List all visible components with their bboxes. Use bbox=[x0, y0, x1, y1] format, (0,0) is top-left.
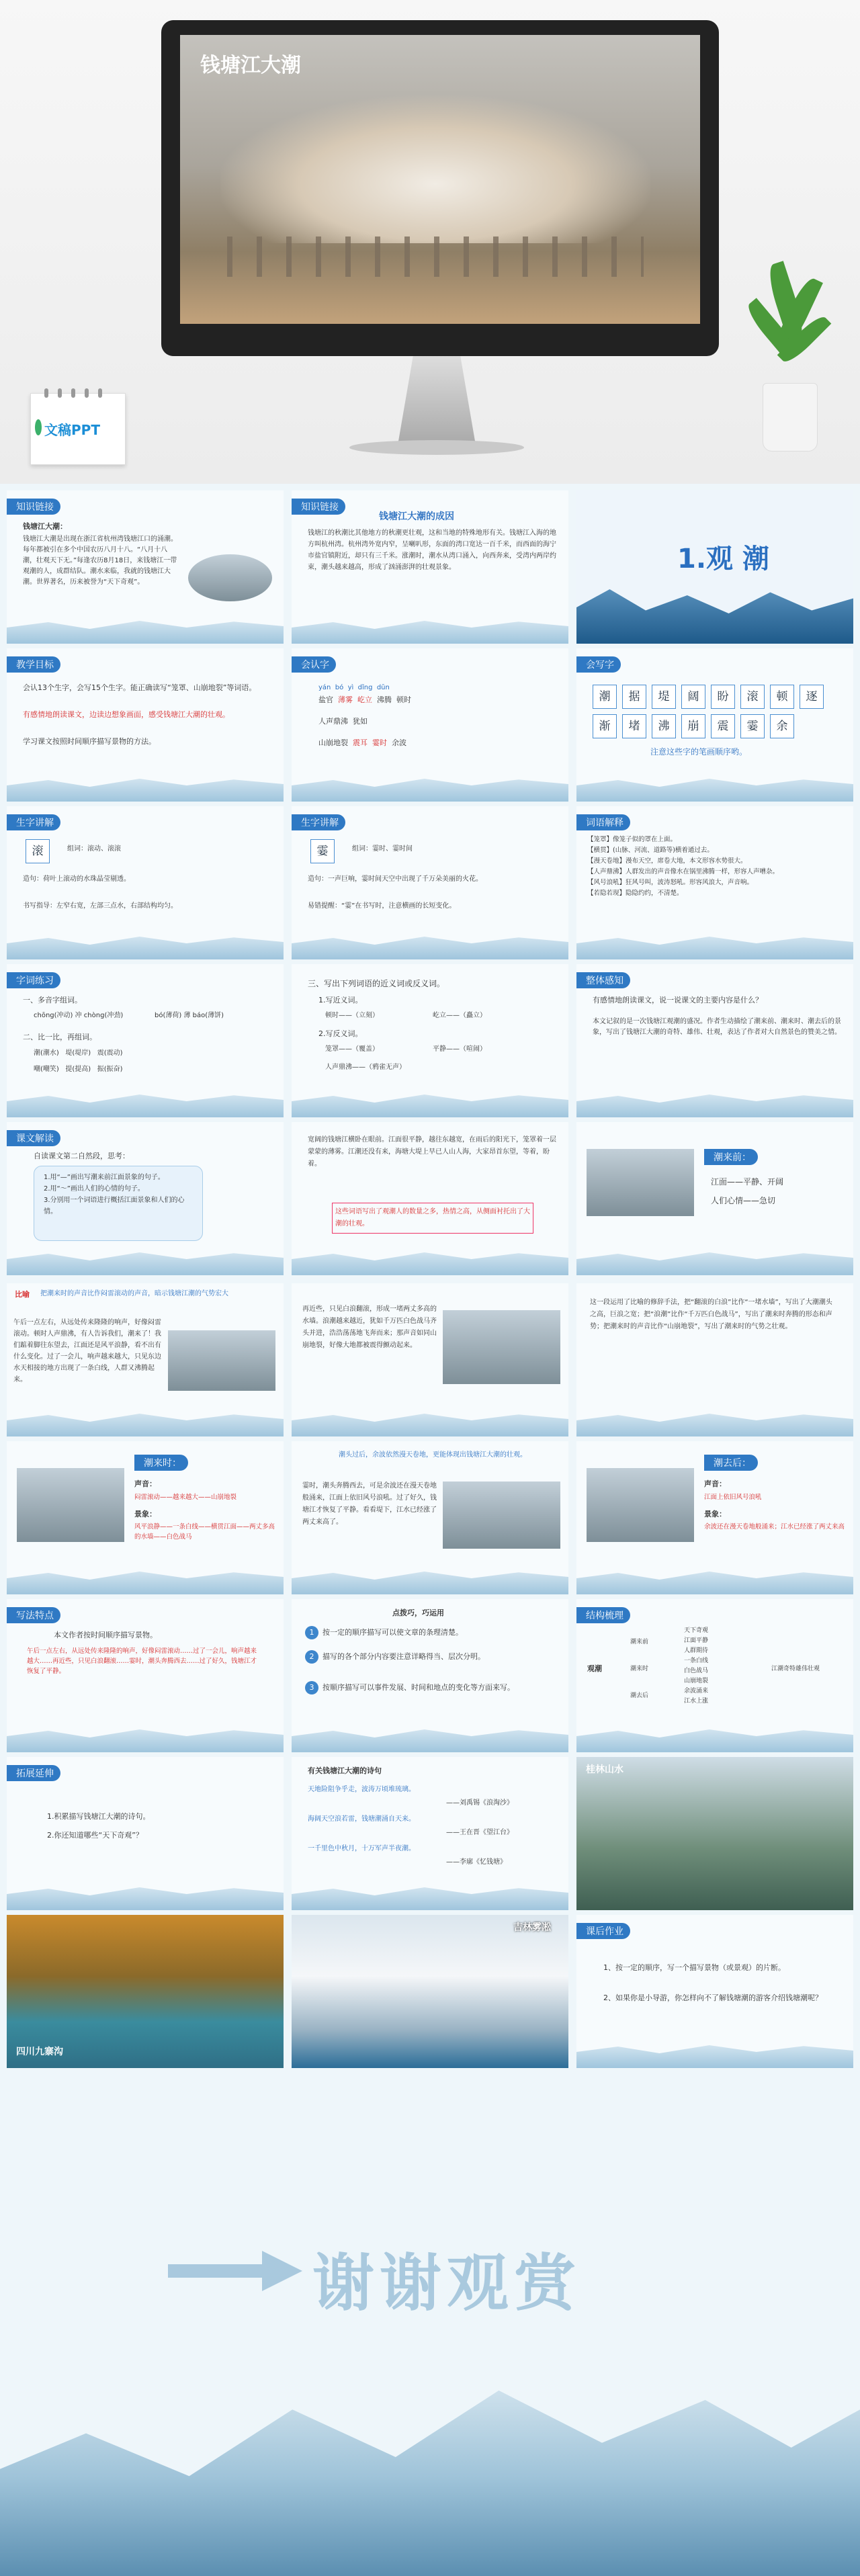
stage-label: 潮来时： bbox=[134, 1455, 188, 1471]
slide-goals bbox=[7, 648, 284, 802]
passage-text: 宽阔的钱塘江横卧在眼前。江面很平静，越往东越宽，在雨后的阳光下，笼罩着一层蒙蒙的薄雾。江潮还没有来，海塘大堤上早已人山人海，大家昂首东望，等着，盼着。 bbox=[308, 1136, 556, 1168]
structure-root: 观潮 bbox=[587, 1664, 602, 1673]
slide-analysis bbox=[576, 1283, 853, 1436]
slide-heading: 钱塘江大潮： bbox=[23, 522, 67, 531]
stage-label: 潮去后： bbox=[704, 1455, 758, 1471]
extension-1: 1.积累描写钱塘江大潮的诗句。 bbox=[47, 1812, 150, 1821]
slide-passage-1 bbox=[292, 1122, 568, 1275]
desk-calendar bbox=[30, 393, 126, 465]
slide-overall bbox=[576, 964, 853, 1117]
antonym-1: 笼罩——（覆盖） bbox=[325, 1045, 379, 1053]
slide-extension bbox=[7, 1757, 284, 1910]
before-line-2: 人们心情——急切 bbox=[711, 1196, 776, 1205]
slide-tag: 知识链接 bbox=[292, 499, 345, 515]
tidal-wave-photo bbox=[220, 95, 650, 243]
before-line-1: 江面——平静、开阔 bbox=[711, 1177, 784, 1187]
passage-text: 霎时，潮头奔腾西去，可是余波还在漫天卷地般涌来，江面上依旧风号浪吼。过了好久，钱塘江才恢复了平静。看看堤下，江水已经涨了两丈来高了。 bbox=[302, 1482, 437, 1526]
poems-title: 有关钱塘江大潮的诗句 bbox=[308, 1766, 382, 1775]
slide-body: 钱塘江的秋潮比其他地方的秋潮更壮观，这和当地的特殊地形有关。钱塘江入海的地方叫杭州湾。杭州湾外宽内窄，呈喇叭形，东面的湾口宽达一百千米，而西面的海宁市盐官镇附近，却只有三千米。涨潮时，潮水从湾口涌入，向西奔来，受湾内两岸约束，潮头越来越高，形成了汹涌澎湃的壮观景象。 bbox=[308, 529, 556, 571]
sound-value: 江面上依旧风号浪吼 bbox=[704, 1494, 762, 1501]
goal-3: 学习课文按照时间顺序描写景物的方法。 bbox=[23, 737, 156, 746]
scene-value: 余波还在漫天卷地般涌来；江水已经涨了两丈来高 bbox=[704, 1523, 845, 1531]
slide-tag: 词语解释 bbox=[576, 814, 630, 830]
sound-label: 声音： bbox=[134, 1479, 157, 1488]
scenery-label: 吉林雾凇 bbox=[513, 1922, 551, 1933]
lesson-title: 1.观 潮 bbox=[677, 544, 769, 574]
hero-title: 钱塘江大潮 bbox=[200, 54, 301, 77]
slide-after-passage bbox=[292, 1441, 568, 1594]
slide-tag: 会认字 bbox=[292, 656, 336, 673]
homework-2: 2、如果你是小导游，你怎样向不了解钱塘潮的游客介绍钱塘潮呢？ bbox=[603, 1993, 822, 2002]
slide-tag: 知识链接 bbox=[7, 499, 60, 515]
passage-note: 这些词语写出了观潮人的数量之多，热情之高，从侧面衬托出了大潮的壮观。 bbox=[332, 1203, 533, 1234]
leaf-logo-icon bbox=[35, 419, 42, 435]
exercise-h1: 一、多音字组词。 bbox=[23, 996, 82, 1004]
arrow-right-icon bbox=[168, 2247, 302, 2294]
antonym-label: 2.写反义词。 bbox=[318, 1029, 363, 1038]
slide-during-tide bbox=[7, 1441, 284, 1594]
slide-reading bbox=[7, 1122, 284, 1275]
extension-2: 2.你还知道哪些“天下奇观”？ bbox=[47, 1831, 143, 1840]
overall-answer: 本文记叙的是一次钱塘江观潮的盛况。作者生动描绘了潮来前、潮来时、潮去后的景象，写出了钱塘江大潮的奇特、雄伟、壮观，表达了作者对大自然景色的赞美之情。 bbox=[593, 1018, 841, 1036]
char-tip: 易错提醒：“霎”在书写时，注意横画的长短变化。 bbox=[308, 902, 456, 910]
after-intro: 潮头过后，余波依然漫天卷地，更能体现出钱塘江大潮的壮观。 bbox=[339, 1451, 527, 1459]
thanks-title: 谢谢观赏 bbox=[312, 2247, 582, 2319]
synonym-1: 顿时——（立刻） bbox=[325, 1012, 379, 1019]
sound-value: 闷雷滚动——越来越大——山崩地裂 bbox=[134, 1494, 237, 1501]
slide-recognize-chars bbox=[292, 648, 568, 802]
node-after: 潮去后 bbox=[630, 1692, 649, 1699]
vocab-list: 【笼罩】像笼子似的罩在上面。 【横贯】(山脉、河流、道路等)横着通过去。 【漫天卷地】漫布天空，席卷大地，本文形容水势很大。 【人声鼎沸】人群发出的声音像水在锅里沸腾一样，形容人声嘈杂。 【风号浪吼】狂风号叫，波涛怒吼。形容风浪大，声音响。 【若隐若现】隐隐约约，不清楚。 bbox=[587, 836, 779, 897]
calm-river-photo bbox=[587, 1468, 694, 1542]
monitor-screen bbox=[180, 35, 700, 324]
pinyin-row: yán bó yì dǐng dūn bbox=[318, 684, 390, 691]
monitor-base bbox=[349, 440, 524, 455]
slide-tag: 教学目标 bbox=[7, 656, 60, 673]
slide-tag: 课文解读 bbox=[7, 1130, 60, 1146]
slide-tag: 写法特点 bbox=[7, 1607, 60, 1623]
char-box: 霎 bbox=[310, 839, 335, 863]
question-cloud: 1.用“—”画出写潮来前江面景象的句子。 2.用“～”画出人们的心情的句子。 3.分别用一个词语进行概括江面景象和人们的心情。 bbox=[34, 1166, 203, 1241]
compare-row-2: 嘲(嘲笑) 提(提高) 振(振奋) bbox=[34, 1066, 123, 1073]
pier-photo bbox=[227, 237, 644, 277]
stage-label: 潮来前： bbox=[704, 1149, 758, 1165]
slide-char-gun bbox=[7, 806, 284, 959]
wave-decoration bbox=[576, 583, 853, 644]
slide-tag: 整体感知 bbox=[576, 972, 630, 988]
river-photo bbox=[443, 1482, 560, 1549]
poly-2: bó(薄荷) 薄 báo(薄饼) bbox=[155, 1012, 224, 1019]
char-grid: 潮 据 堤 阔 盼 滚 顿 逐 渐 堵 沸 崩 震 霎 余 bbox=[590, 682, 845, 741]
monitor-stand bbox=[383, 356, 490, 443]
slide-after-tide bbox=[576, 1441, 853, 1594]
poem-3: 一千里色中秋月，十万军声半夜潮。 bbox=[308, 1845, 415, 1852]
char-group: 组词：滚动、滚滚 bbox=[67, 845, 121, 853]
slide-guilin bbox=[576, 1757, 853, 1910]
tip-1: 1 按一定的顺序描写可以使文章的条理清楚。 bbox=[305, 1626, 554, 1639]
metaphor-passage: 午后一点左右，从远处传来隆隆的响声，好像闷雷滚动。顿时人声鼎沸，有人告诉我们，潮来了！我们踮着脚往东望去，江面还是风平浪静，看不出有什么变化。过了一会儿，响声越来越大，只见东边水天相接的地方出现了一条白线，人群又沸腾起来。 bbox=[13, 1319, 161, 1383]
slide-homework bbox=[576, 1915, 853, 2068]
crowd-photo bbox=[168, 1330, 275, 1391]
brand-logo: 文稿PPT bbox=[44, 422, 100, 438]
slide-tag: 结构梳理 bbox=[576, 1607, 630, 1623]
homework-1: 1、按一定的顺序，写一个描写景物（或景观）的片断。 bbox=[603, 1963, 785, 1972]
slide-exercise-2 bbox=[292, 964, 568, 1117]
char-box: 滚 bbox=[26, 839, 50, 863]
slide-tag: 拓展延伸 bbox=[7, 1765, 60, 1781]
slide-passage-2 bbox=[292, 1283, 568, 1436]
slide-write-chars bbox=[576, 648, 853, 802]
slide-tag: 课后作业 bbox=[576, 1923, 630, 1939]
node-before: 潮来前 bbox=[630, 1639, 649, 1645]
slide-structure bbox=[576, 1599, 853, 1752]
slide-tag: 生字讲解 bbox=[7, 814, 60, 830]
reading-head: 自读课文第二自然段，思考： bbox=[34, 1152, 130, 1160]
metaphor-intro: 把潮来时的声音比作闷雷滚动的声音，暗示钱塘江潮的气势宏大 bbox=[40, 1290, 228, 1297]
char-sentence: 造句：一声巨响，霎时间天空中出现了千万朵美丽的火花。 bbox=[308, 875, 482, 883]
node-during: 潮来时 bbox=[630, 1666, 649, 1672]
antonym-2: 平静——（喧闹） bbox=[433, 1045, 486, 1053]
poem-3-author: ——李廓《忆钱塘》 bbox=[446, 1858, 507, 1866]
footer-wave bbox=[0, 2338, 860, 2576]
passage-text: 再近些，只见白浪翻滚，形成一堵两丈多高的水墙。浪潮越来越近，犹如千万匹白色战马齐头并进，浩浩荡荡地飞奔而来；那声音如同山崩地裂，好像大地都被震得颤动起来。 bbox=[302, 1305, 437, 1349]
slide-before-tide bbox=[576, 1122, 853, 1275]
slide-knowledge-2 bbox=[292, 490, 568, 644]
poem-2: 海阔天空浪若雷，钱塘潮涌自天来。 bbox=[308, 1815, 415, 1823]
char-tip: 书写指导：左窄右宽，左部三点水，右部结构均匀。 bbox=[23, 902, 177, 910]
goal-1: 会认13个生字，会写15个生字。能正确读写“笼罩、山崩地裂”等词语。 bbox=[23, 683, 257, 692]
scenery-label: 四川九寨沟 bbox=[16, 2047, 63, 2057]
slide-body: 钱塘江大潮是出现在浙江省杭州湾钱塘江口的涌潮。每年都被引在多个中国农历八月十八。“八月十八潮，壮观天下无。”每逢农历8月18日，来钱塘江一带观潮的人，成群结队。潮水来临，我就的钱塘江大潮。世界著名，历来被誉为“天下奇观”。 bbox=[23, 535, 177, 586]
tide-photo bbox=[188, 554, 272, 601]
slide-jiuzhaigou bbox=[7, 1915, 284, 2068]
scenery-label: 桂林山水 bbox=[586, 1764, 624, 1775]
river-photo bbox=[587, 1149, 694, 1216]
word-row-1: 盐官 薄雾 屹立 沸腾 顿时 bbox=[318, 695, 411, 704]
overall-question: 有感情地朗读课文，说一说课文的主要内容是什么？ bbox=[593, 996, 763, 1004]
scene-label: 景象： bbox=[134, 1510, 157, 1518]
slide-jilin bbox=[292, 1915, 568, 2068]
writing-excerpt: 午后一点左右，从远处传来隆隆的响声，好像闷雷滚动……过了一会儿，响声越来越大……再近些，只见白浪翻滚……霎时，潮头奔腾西去……过了好久，钱塘江才恢复了平静。 bbox=[27, 1647, 257, 1675]
word-row-3: 山崩地裂 震耳 霎时 余波 bbox=[318, 738, 406, 747]
exercise-h2: 二、比一比，再组词。 bbox=[23, 1033, 97, 1041]
slide-title: 钱塘江大潮的成因 bbox=[379, 511, 454, 522]
writing-head: 本文作者按时间顺序描写景物。 bbox=[54, 1631, 157, 1639]
slide-poems bbox=[292, 1757, 568, 1910]
tip-2: 2 描写的各个部分内容要注意详略得当、层次分明。 bbox=[305, 1650, 554, 1664]
tips-title: 点拨巧，巧运用 bbox=[392, 1608, 444, 1617]
write-note: 注意这些字的笔画顺序哟。 bbox=[650, 747, 748, 757]
slide-tips bbox=[292, 1599, 568, 1752]
tip-3: 3 按顺序描写可以事件发展、时间和地点的变化等方面来写。 bbox=[305, 1681, 554, 1694]
char-group: 组词：霎时、霎时间 bbox=[352, 845, 413, 853]
slide-title-guanchao bbox=[576, 490, 853, 644]
antonym-3: 人声鼎沸——（鸦雀无声） bbox=[325, 1064, 406, 1071]
exercise-title: 三、写出下列词语的近义词或反义词。 bbox=[308, 979, 445, 988]
monitor-frame bbox=[161, 20, 719, 356]
slide-exercise-1 bbox=[7, 964, 284, 1117]
slide-vocabulary bbox=[576, 806, 853, 959]
slide-tag: 字词练习 bbox=[7, 972, 60, 988]
synonym-2: 屹立——（矗立） bbox=[433, 1012, 486, 1019]
goal-2: 有感情地朗读课文，边读边想象画面，感受钱塘江大潮的壮观。 bbox=[23, 710, 230, 719]
hero-slide bbox=[0, 0, 860, 484]
slide-knowledge-1 bbox=[7, 490, 284, 644]
wave-photo bbox=[17, 1468, 124, 1542]
char-sentence: 造句：荷叶上滚动的水珠晶莹剔透。 bbox=[23, 875, 130, 883]
word-row-2: 人声鼎沸 犹如 bbox=[318, 717, 368, 726]
compare-row-1: 潮(潮水) 堤(堤岸) 震(震动) bbox=[34, 1049, 123, 1057]
poem-1-author: ——刘禹锡《浪淘沙》 bbox=[446, 1799, 513, 1807]
slide-tag: 会写字 bbox=[576, 656, 621, 673]
slide-writing bbox=[7, 1599, 284, 1752]
scene-value: 风平浪静——一条白线——横贯江面——两丈多高的水墙——白色战马 bbox=[134, 1523, 275, 1541]
scene-label: 景象： bbox=[704, 1510, 726, 1518]
slide-metaphor bbox=[7, 1283, 284, 1436]
poem-1: 天地险阻争乎走，波涛万顷堆琉璃。 bbox=[308, 1786, 415, 1793]
potted-plant bbox=[749, 249, 830, 450]
slide-tag: 生字讲解 bbox=[292, 814, 345, 830]
analysis-text: 这一段运用了比喻的修辞手法，把“翻滚的白浪”比作“一堵水墙”，写出了大潮潮头之高，巨浪之宽；把“浪潮”比作“千万匹白色战马”，写出了潮来时奔腾的形态和声势；把潮来时的声音比作“山崩地裂”，写出了潮来时的气势之壮观。 bbox=[590, 1299, 832, 1330]
tide-wave-photo bbox=[443, 1310, 560, 1384]
sound-label: 声音： bbox=[704, 1479, 726, 1488]
metaphor-tag: 比喻 bbox=[15, 1290, 30, 1299]
synonym-label: 1.写近义词。 bbox=[318, 996, 363, 1004]
poly-1: chōng(冲动) 冲 chòng(冲劲) bbox=[34, 1012, 124, 1019]
node-details: 天下奇观 江面平静 人群期待 一条白线 白色战马 山崩地裂 余波涌来 江水上涨 bbox=[684, 1627, 709, 1705]
structure-summary: 江潮奇特雄伟壮观 bbox=[771, 1666, 820, 1672]
poem-2-author: ——王在晋《望江台》 bbox=[446, 1829, 513, 1836]
slide-char-sha bbox=[292, 806, 568, 959]
